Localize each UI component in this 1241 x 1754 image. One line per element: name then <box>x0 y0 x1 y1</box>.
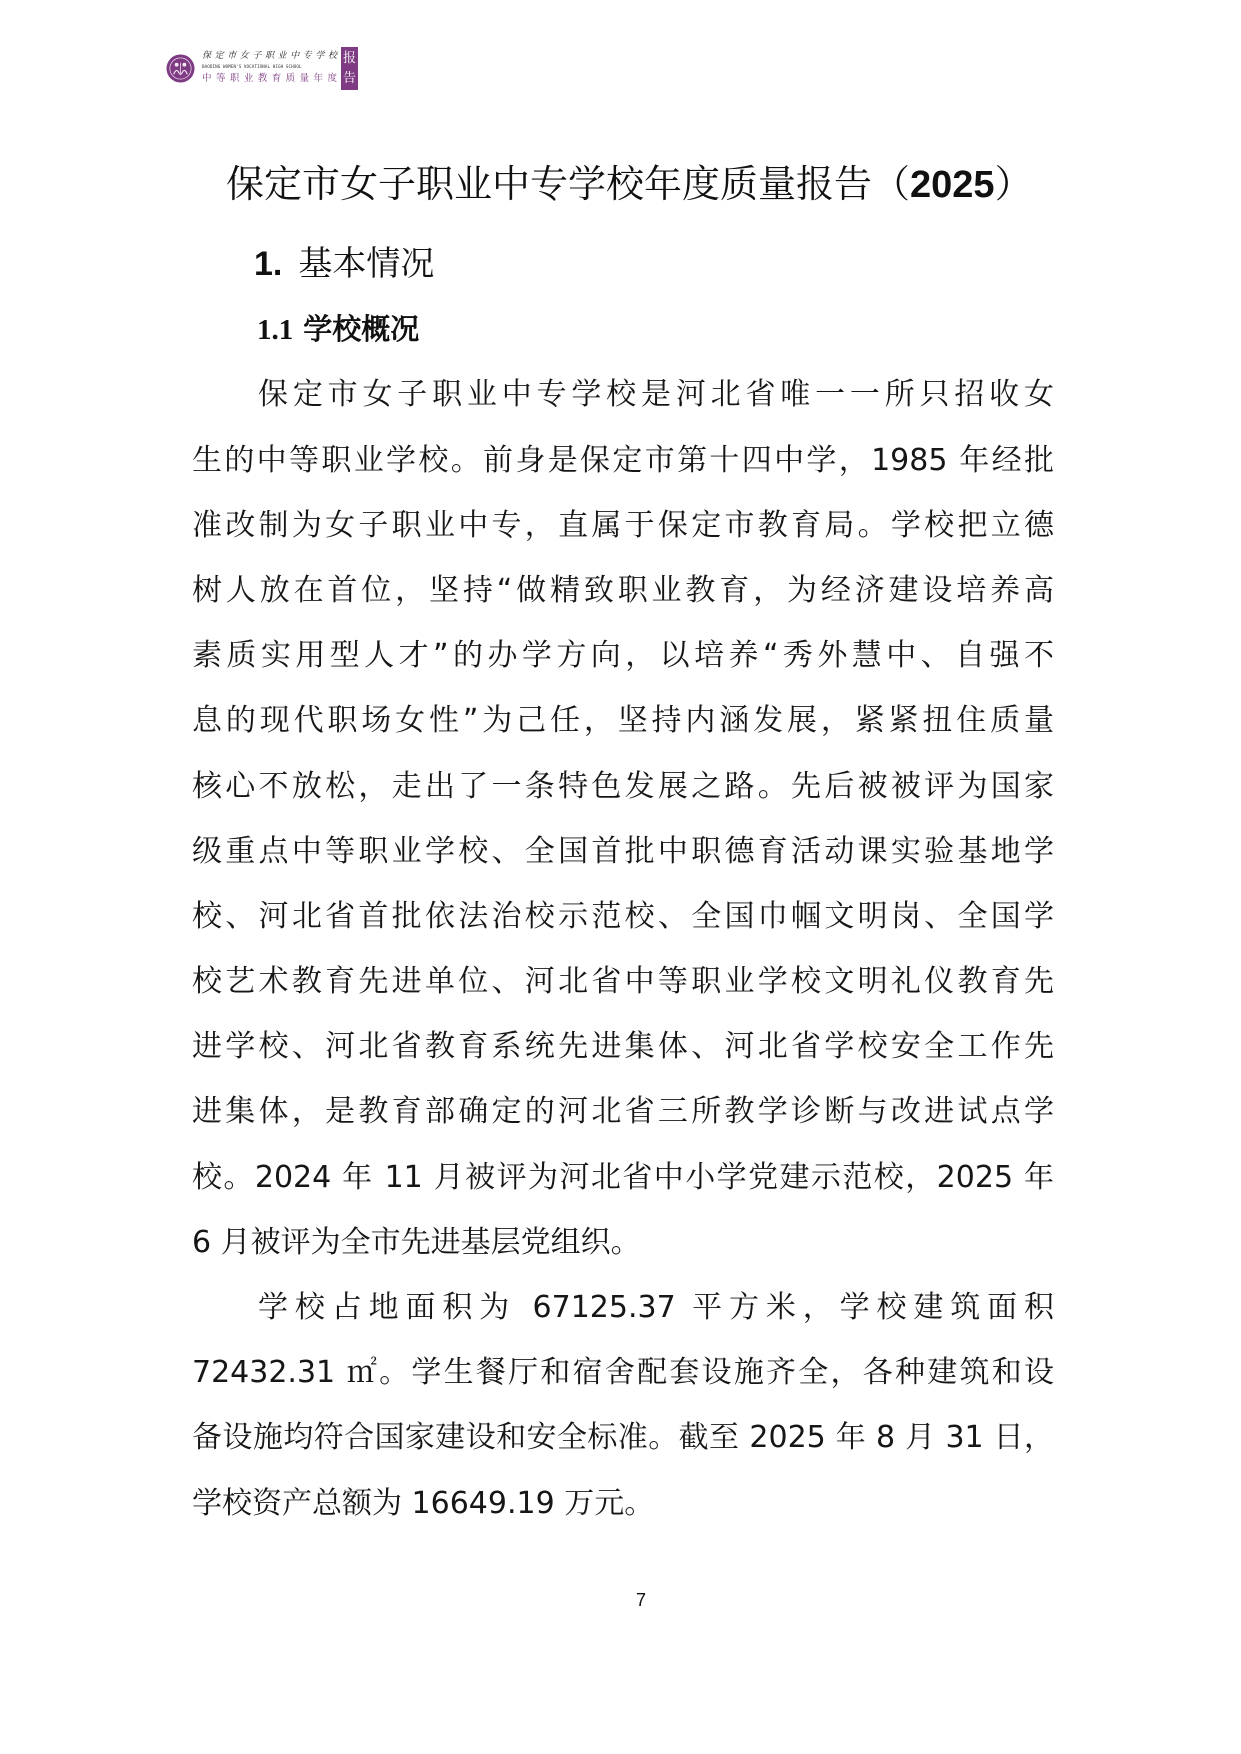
subsection-heading <box>257 311 419 347</box>
paragraph-line: 生的中等职业学校。前身是保定市第十四中学，1985 年经批 <box>192 442 1054 478</box>
paragraph-line: 校。2024 年 11 月被评为河北省中小学党建示范校，2025 年 <box>192 1159 1054 1195</box>
paragraph-line: 素质实用型人才”的办学方向，以培养“秀外慧中、自强不 <box>192 638 1054 674</box>
paragraph-line: 保定市女子职业中专学校是河北省唯一一所只招收女 <box>258 377 1054 413</box>
school-report-logo <box>165 46 361 92</box>
document-title <box>226 160 1033 208</box>
body-text <box>192 362 1054 1535</box>
paragraph-line: 学校资产总额为 16649.19 万元。 <box>192 1485 655 1521</box>
paragraph-line: 备设施均符合国家建设和安全标准。截至 2025 年 8 月 31 日， <box>192 1420 1054 1456</box>
section-heading <box>254 242 434 286</box>
title-close-paren: ） <box>994 162 1033 206</box>
logo-badge-char: 告 <box>342 70 356 86</box>
subsection-label: 学校概况 <box>303 312 420 346</box>
section-label: 基本情况 <box>298 244 435 284</box>
paragraph-line: 学校占地面积为 67125.37 平方米，学校建筑面积 <box>258 1290 1054 1326</box>
paragraph-line: 72432.31 ㎡。学生餐厅和宿舍配套设施齐全，各种建筑和设 <box>192 1355 1054 1391</box>
paragraph-line: 核心不放松，走出了一条特色发展之路。先后被被评为国家 <box>192 768 1054 804</box>
title-year: 2025 <box>910 164 995 206</box>
paragraph-line: 校艺术教育先进单位、河北省中等职业学校文明礼仪教育先 <box>192 964 1054 1000</box>
logo-subtitle: 中等职业教育质量年度 <box>202 73 337 84</box>
page-number: 7 <box>635 1590 646 1610</box>
logo-report-badge <box>341 47 358 90</box>
title-text: 保定市女子职业中专学校年度质量报告（ <box>226 162 911 206</box>
paragraph <box>192 1275 1054 1536</box>
paragraph-line: 进学校、河北省教育系统先进集体、河北省学校安全工作先 <box>192 1029 1054 1065</box>
school-emblem-icon <box>166 54 195 83</box>
paragraph-line: 准改制为女子职业中专，直属于保定市教育局。学校把立德 <box>192 507 1054 543</box>
subsection-number: 1.1 <box>257 314 294 346</box>
paragraph-line: 树人放在首位，坚持“做精致职业教育，为经济建设培养高 <box>192 572 1054 608</box>
paragraph <box>192 362 1054 1275</box>
logo-badge-char: 报 <box>342 50 356 66</box>
paragraph-line: 校、河北省首批依法治校示范校、全国巾帼文明岗、全国学 <box>192 898 1054 934</box>
paragraph-line: 6 月被评为全市先进基层党组织。 <box>192 1224 641 1260</box>
section-number: 1. <box>254 245 283 283</box>
logo-school-name-cn: 保定市女子职业中专学校 <box>202 51 337 61</box>
paragraph-line: 进集体，是教育部确定的河北省三所教学诊断与改进试点学 <box>192 1094 1054 1130</box>
paragraph-line: 息的现代职场女性”为己任，坚持内涵发展，紧紧扭住质量 <box>192 703 1054 739</box>
logo-school-name-en: BAODING WOMEN'S VOCATIONAL HIGH SCHOOL <box>202 64 302 69</box>
paragraph-line: 级重点中等职业学校、全国首批中职德育活动课实验基地学 <box>192 833 1054 869</box>
